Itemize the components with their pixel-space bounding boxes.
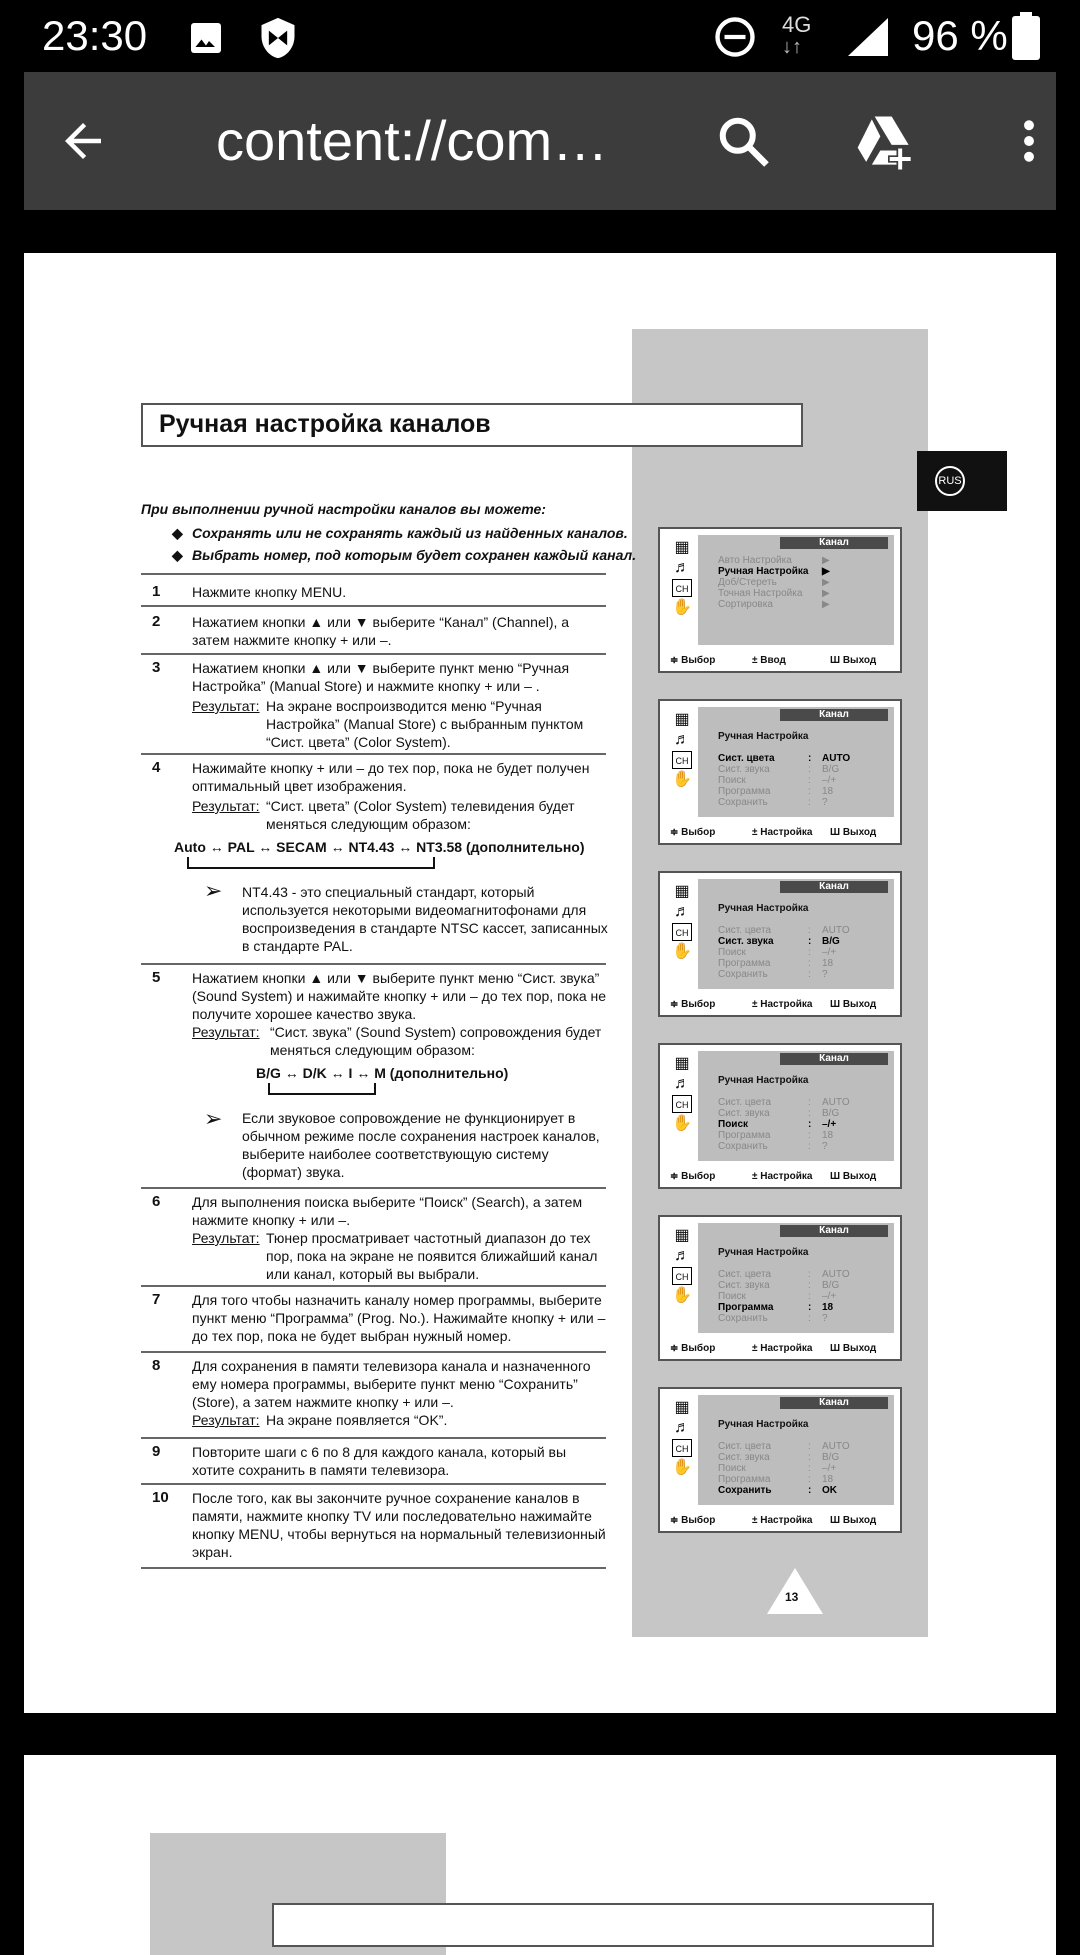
result-text: “Сист. цвета” (Color System) телевидения будет меняться следующим образом: xyxy=(266,798,575,832)
step-number: 3 xyxy=(152,659,161,676)
divider xyxy=(141,605,606,607)
battery-icon xyxy=(1012,12,1040,60)
more-options-icon[interactable] xyxy=(1002,114,1056,168)
menu-row-label: Авто Настройка xyxy=(718,555,792,566)
data-arrows-icon: ↓↑ xyxy=(782,36,802,58)
menu-row-label: Сист. звука xyxy=(718,1280,770,1291)
menu-footer-hint: ± Настройка xyxy=(752,1515,813,1526)
result-text: “Сист. звука” (Sound System) сопровождения будет меняться следующим образом: xyxy=(270,1024,602,1058)
step-number: 5 xyxy=(152,969,161,986)
menu-footer xyxy=(666,1513,894,1529)
menu-row-value: ? xyxy=(822,1141,828,1152)
divider xyxy=(141,963,606,965)
menu-row-value: ▶ xyxy=(822,555,830,566)
step-number: 6 xyxy=(152,1193,161,1210)
menu-row: Сохранить : ? xyxy=(718,1313,828,1324)
menu-panel xyxy=(666,1395,894,1505)
picture-menu-icon: ▦ xyxy=(674,883,690,900)
menu-row-value: ? xyxy=(822,969,828,980)
menu-footer-hint: Ш Выход xyxy=(830,1515,877,1526)
menu-row-label: Сохранить xyxy=(718,969,768,980)
setup-menu-icon: ✋ xyxy=(672,1459,692,1476)
result-text: На экране воспроизводится меню “Ручная Настройка” (Manual Store) с выбранным пунктом “Сист. цвета” (Color System). xyxy=(266,698,584,750)
menu-row: Поиск : –/+ xyxy=(718,1291,837,1302)
menu-footer-hint: ≑ Выбор xyxy=(670,999,716,1010)
menu-row: Поиск : –/+ xyxy=(718,1463,837,1474)
menu-row: Сист. звука : B/G xyxy=(718,1452,840,1463)
menu-panel xyxy=(666,535,894,645)
step-text: Нажатием кнопки ▲ или ▼ выберите пункт меню “Ручная Настройка” (Manual Store) и нажмите кнопку + или – . xyxy=(192,660,570,694)
app-bar xyxy=(24,72,1056,210)
menu-footer xyxy=(666,653,894,669)
menu-footer-hint: Ш Выход xyxy=(830,1171,877,1182)
menu-row-value: AUTO xyxy=(822,1097,850,1108)
menu-row-value: B/G xyxy=(822,936,840,947)
step-number: 4 xyxy=(152,759,161,776)
menu-icon-column xyxy=(666,535,698,645)
menu-row-label: Программа xyxy=(718,958,771,969)
do-not-disturb-icon xyxy=(714,16,756,58)
menu-footer-hint: ≑ Выбор xyxy=(670,655,716,666)
menu-row xyxy=(718,599,888,610)
menu-footer-hint: ≑ Выбор xyxy=(670,827,716,838)
note-arrow-icon: ➢ xyxy=(204,1106,223,1131)
menu-row-label: Сист. цвета xyxy=(718,753,775,764)
search-icon[interactable] xyxy=(714,112,774,172)
tv-menu-screen xyxy=(658,1043,902,1189)
divider xyxy=(141,1285,606,1287)
menu-row-value: ▶ xyxy=(822,566,830,577)
menu-header: Канал xyxy=(780,1053,888,1065)
menu-row-label: Сист. звука xyxy=(718,1452,770,1463)
menu-footer-hint: Ш Выход xyxy=(830,999,877,1010)
menu-footer-hint: ± Ввод xyxy=(752,655,786,666)
menu-row-value: AUTO xyxy=(822,1269,850,1280)
channel-menu-icon: CH xyxy=(672,579,692,597)
menu-header: Канал xyxy=(780,709,888,721)
menu-footer xyxy=(666,825,894,841)
menu-footer-hint: Ш Выход xyxy=(830,655,877,666)
menu-row-label: Сортировка xyxy=(718,599,773,610)
menu-footer-hint: ≑ Выбор xyxy=(670,1171,716,1182)
menu-row-label: Ручная Настройка xyxy=(718,566,809,577)
shield-notification-icon xyxy=(256,16,300,60)
menu-row-label: Сист. цвета xyxy=(718,1269,772,1280)
setup-menu-icon: ✋ xyxy=(672,771,692,788)
menu-row: Поиск : –/+ xyxy=(718,1119,837,1130)
next-page-title-box xyxy=(272,1903,934,1947)
divider xyxy=(141,753,606,755)
menu-row: Сист. звука : B/G xyxy=(718,764,840,775)
step-number: 10 xyxy=(152,1489,169,1506)
menu-row: Сохранить : ? xyxy=(718,969,828,980)
sequence-loop-arrow xyxy=(268,1083,376,1095)
setup-menu-icon: ✋ xyxy=(672,599,692,616)
menu-row: Сохранить : ? xyxy=(718,797,828,808)
setup-menu-icon: ✋ xyxy=(672,1287,692,1304)
bullet-item: ◆ Сохранять или не сохранять каждый из найденных каналов. xyxy=(192,525,628,541)
menu-row-value: 18 xyxy=(822,958,834,969)
menu-icon-column xyxy=(666,1223,698,1333)
menu-row-value: ▶ xyxy=(822,599,830,610)
picture-menu-icon: ▦ xyxy=(674,1055,690,1072)
menu-row-label: Сохранить xyxy=(718,1485,772,1496)
sound-menu-icon: ♬ xyxy=(674,1075,690,1092)
page-number: 13 xyxy=(785,1590,799,1604)
menu-subtitle: Ручная Настройка xyxy=(718,1419,809,1430)
menu-footer xyxy=(666,997,894,1013)
sound-menu-icon: ♬ xyxy=(674,1419,690,1436)
menu-panel xyxy=(666,1223,894,1333)
menu-row-value: –/+ xyxy=(822,775,837,786)
bullet-item: ◆ Выбрать номер, под которым будет сохранен каждый канал. xyxy=(192,547,636,563)
intro-text: При выполнении ручной настройки каналов вы можете: xyxy=(141,501,546,517)
menu-row-value: –/+ xyxy=(822,1291,837,1302)
status-time: 23:30 xyxy=(42,12,148,59)
menu-row: Сист. цвета : AUTO xyxy=(718,1441,850,1452)
menu-row-value: –/+ xyxy=(822,1119,837,1130)
step-text: Нажмите кнопку MENU. xyxy=(192,584,347,600)
result-label: Результат: xyxy=(192,698,260,714)
menu-row xyxy=(718,588,888,599)
channel-menu-icon: CH xyxy=(672,751,692,769)
language-badge: RUS xyxy=(935,466,965,496)
menu-header: Канал xyxy=(780,881,888,893)
menu-row: Программа : 18 xyxy=(718,1130,834,1141)
menu-icon-column xyxy=(666,1051,698,1161)
menu-footer-hint: ≑ Выбор xyxy=(670,1515,716,1526)
menu-subtitle: Ручная Настройка xyxy=(718,903,809,914)
step-number: 1 xyxy=(152,583,161,600)
menu-row-label: Точная Настройка xyxy=(718,588,803,599)
menu-footer xyxy=(666,1341,894,1357)
step-text: Для выполнения поиска выберите “Поиск” (Search), а затем нажмите кнопку + или –. xyxy=(192,1194,583,1228)
menu-footer-hint: ± Настройка xyxy=(752,1171,813,1182)
menu-row: Поиск : –/+ xyxy=(718,947,837,958)
tv-menu-screen xyxy=(658,871,902,1017)
status-bar xyxy=(0,0,1080,72)
menu-row-label: Поиск xyxy=(718,1463,746,1474)
menu-footer xyxy=(666,1169,894,1185)
menu-row-value: –/+ xyxy=(822,1463,837,1474)
menu-footer-hint: ± Настройка xyxy=(752,999,813,1010)
result-label: Результат: xyxy=(192,798,260,814)
divider xyxy=(141,1567,606,1569)
menu-row: Сист. цвета : AUTO xyxy=(718,1097,850,1108)
note-arrow-icon: ➢ xyxy=(204,878,223,903)
step-number: 2 xyxy=(152,613,161,630)
menu-subtitle: Ручная Настройка xyxy=(718,1247,809,1258)
menu-header: Канал xyxy=(780,1397,888,1409)
menu-row-value: B/G xyxy=(822,764,840,775)
menu-footer-hint: Ш Выход xyxy=(830,1343,877,1354)
network-type: 4G xyxy=(782,12,812,37)
menu-row: Сист. цвета : AUTO xyxy=(718,1269,850,1280)
menu-row-value: 18 xyxy=(822,1302,834,1313)
divider xyxy=(141,1483,606,1485)
divider xyxy=(141,1437,606,1439)
picture-menu-icon: ▦ xyxy=(674,1227,690,1244)
menu-row: Программа : 18 xyxy=(718,958,834,969)
step-text: Нажимайте кнопку + или – до тех пор, пока не будет получен оптимальный цвет изображения. xyxy=(192,760,590,794)
menu-row: Программа : 18 xyxy=(718,1302,834,1313)
menu-row-value: ▶ xyxy=(822,577,830,588)
section-title-box xyxy=(141,403,803,447)
menu-row: Программа : 18 xyxy=(718,786,834,797)
menu-row-value: OK xyxy=(822,1485,837,1496)
menu-row-label: Поиск xyxy=(718,1119,749,1130)
channel-menu-icon: CH xyxy=(672,1267,692,1285)
menu-row-label: Сист. звука xyxy=(718,764,770,775)
menu-row: Программа : 18 xyxy=(718,1474,834,1485)
step-number: 9 xyxy=(152,1443,161,1460)
menu-row-label: Сохранить xyxy=(718,1141,768,1152)
color-system-sequence: Auto ↔ PAL ↔ SECAM ↔ NT4.43 ↔ NT3.58 (дополнительно) xyxy=(174,839,585,855)
menu-row-value: 18 xyxy=(822,1130,834,1141)
battery-percent: 96 % xyxy=(912,12,1008,59)
divider xyxy=(141,653,606,655)
back-arrow-icon[interactable] xyxy=(56,114,110,168)
menu-row xyxy=(718,577,888,588)
menu-row-value: AUTO xyxy=(822,925,850,936)
step-number: 7 xyxy=(152,1291,161,1308)
picture-menu-icon: ▦ xyxy=(674,1399,690,1416)
note-text: Если звуковое сопровождение не функционирует в обычном режиме после сохранения настроек каналов, выберите наиболее соответствующую систему (формат) звука. xyxy=(242,1110,600,1180)
document-title: content://com… xyxy=(216,109,609,172)
menu-row-value: B/G xyxy=(822,1108,840,1119)
menu-panel xyxy=(666,879,894,989)
menu-row-value: AUTO xyxy=(822,753,851,764)
menu-panel xyxy=(666,1051,894,1161)
menu-icon-column xyxy=(666,1395,698,1505)
menu-row-value: AUTO xyxy=(822,1441,850,1452)
channel-menu-icon: CH xyxy=(672,923,692,941)
divider xyxy=(141,1351,606,1353)
result-text: Тюнер просматривает частотный диапазон до тех пор, пока на экране не появится ближайший канал или канал, который вы выбрали. xyxy=(266,1230,598,1282)
menu-row: Сохранить : OK xyxy=(718,1485,837,1496)
menu-row-label: Программа xyxy=(718,1474,771,1485)
menu-row-label: Доб/Стереть xyxy=(718,577,777,588)
menu-row-value: ? xyxy=(822,1313,828,1324)
menu-row-label: Сохранить xyxy=(718,1313,768,1324)
step-text: Для сохранения в памяти телевизора канала и назначенного ему номера программы, выберите пункт меню “Сохранить” (Store), а затем нажмите кнопку + или –. xyxy=(192,1358,591,1410)
menu-row-value: ▶ xyxy=(822,588,830,599)
menu-row-label: Программа xyxy=(718,1130,771,1141)
menu-row-label: Сист. цвета xyxy=(718,925,772,936)
next-document-page xyxy=(24,1755,1056,1955)
channel-menu-icon: CH xyxy=(672,1095,692,1113)
menu-header: Канал xyxy=(780,1225,888,1237)
menu-icon-column xyxy=(666,707,698,817)
tv-menu-screen xyxy=(658,527,902,673)
sound-menu-icon: ♬ xyxy=(674,559,690,576)
menu-footer-hint: ± Настройка xyxy=(752,1343,813,1354)
menu-row: Сист. звука : B/G xyxy=(718,1108,840,1119)
menu-row-label: Поиск xyxy=(718,1291,746,1302)
divider xyxy=(141,1187,606,1189)
result-label: Результат: xyxy=(192,1412,260,1428)
add-to-drive-icon[interactable] xyxy=(852,108,920,176)
menu-footer-hint: ± Настройка xyxy=(752,827,813,838)
tv-menu-screen xyxy=(658,1387,902,1533)
menu-row-label: Поиск xyxy=(718,775,746,786)
menu-row-value: –/+ xyxy=(822,947,837,958)
gallery-notification-icon xyxy=(188,20,224,56)
menu-row xyxy=(718,555,888,566)
sound-menu-icon: ♬ xyxy=(674,903,690,920)
sequence-loop-arrow xyxy=(187,857,435,869)
setup-menu-icon: ✋ xyxy=(672,1115,692,1132)
setup-menu-icon: ✋ xyxy=(672,943,692,960)
step-text: После того, как вы закончите ручное сохранение каналов в памяти, нажмите кнопку TV или последовательно нажимайте кнопку MENU, чтобы вернуться на нормальный телевизионный экран. xyxy=(192,1490,606,1560)
menu-row-value: 18 xyxy=(822,1474,834,1485)
menu-subtitle: Ручная Настройка xyxy=(718,731,809,742)
menu-header: Канал xyxy=(780,537,888,549)
step-text: Для того чтобы назначить каналу номер программы, выберите пункт меню “Программа” (Prog. No.). Нажимайте кнопку + или – до тех пор, пока не будет выбран нужный номер. xyxy=(192,1292,606,1344)
menu-row-label: Сохранить xyxy=(718,797,768,808)
menu-row-value: 18 xyxy=(822,786,834,797)
result-label: Результат: xyxy=(192,1230,260,1246)
menu-row: Сист. звука : B/G xyxy=(718,1280,840,1291)
menu-row-label: Сист. цвета xyxy=(718,1097,772,1108)
picture-menu-icon: ▦ xyxy=(674,711,690,728)
menu-row-label: Программа xyxy=(718,1302,774,1313)
section-title: Ручная настройка каналов xyxy=(159,410,491,438)
page-number-triangle xyxy=(767,1568,823,1614)
menu-panel xyxy=(666,707,894,817)
menu-icon-column xyxy=(666,879,698,989)
note-text: NT4.43 - это специальный стандарт, который используется некоторыми видеомагнитофонами для воспроизведения в стандарте NTSC кассет, записанных в стандарте PAL. xyxy=(242,884,608,954)
menu-row: Сист. цвета : AUTO xyxy=(718,753,851,764)
menu-row-value: B/G xyxy=(822,1280,840,1291)
step-text: Повторите шаги с 6 по 8 для каждого канала, который вы хотите сохранить в памяти телевизора. xyxy=(192,1444,567,1478)
step-number: 8 xyxy=(152,1357,161,1374)
menu-row: Сист. цвета : AUTO xyxy=(718,925,850,936)
sound-menu-icon: ♬ xyxy=(674,1247,690,1264)
menu-row: Поиск : –/+ xyxy=(718,775,837,786)
tv-menu-screen xyxy=(658,699,902,845)
document-page xyxy=(24,253,1056,1713)
menu-footer-hint: ≑ Выбор xyxy=(670,1343,716,1354)
sound-system-sequence: B/G ↔ D/K ↔ I ↔ M (дополнительно) xyxy=(256,1065,509,1081)
tv-menu-screen xyxy=(658,1215,902,1361)
menu-row-label: Сист. звука xyxy=(718,936,774,947)
menu-subtitle: Ручная Настройка xyxy=(718,1075,809,1086)
menu-row-label: Поиск xyxy=(718,947,746,958)
menu-row-value: B/G xyxy=(822,1452,840,1463)
channel-menu-icon: CH xyxy=(672,1439,692,1457)
result-label: Результат: xyxy=(192,1024,260,1040)
signal-icon xyxy=(844,14,892,58)
menu-row-label: Сист. звука xyxy=(718,1108,770,1119)
menu-footer-hint: Ш Выход xyxy=(830,827,877,838)
sound-menu-icon: ♬ xyxy=(674,731,690,748)
menu-row-value: ? xyxy=(822,797,828,808)
picture-menu-icon: ▦ xyxy=(674,539,690,556)
menu-row: Сист. звука : B/G xyxy=(718,936,840,947)
menu-row xyxy=(718,566,888,577)
menu-row-label: Сист. цвета xyxy=(718,1441,772,1452)
divider xyxy=(141,573,606,575)
result-text: На экране появляется “OK”. xyxy=(266,1412,448,1428)
menu-row: Сохранить : ? xyxy=(718,1141,828,1152)
language-tab xyxy=(917,451,1007,511)
step-text: Нажатием кнопки ▲ или ▼ выберите пункт меню “Сист. звука” (Sound System) и нажимайте кнопку + или – до тех пор, пока не получите хорошее качество звука. xyxy=(192,970,607,1022)
menu-row-label: Программа xyxy=(718,786,771,797)
step-text: Нажатием кнопки ▲ или ▼ выберите “Канал” (Channel), а затем нажмите кнопку + или –. xyxy=(192,614,570,648)
